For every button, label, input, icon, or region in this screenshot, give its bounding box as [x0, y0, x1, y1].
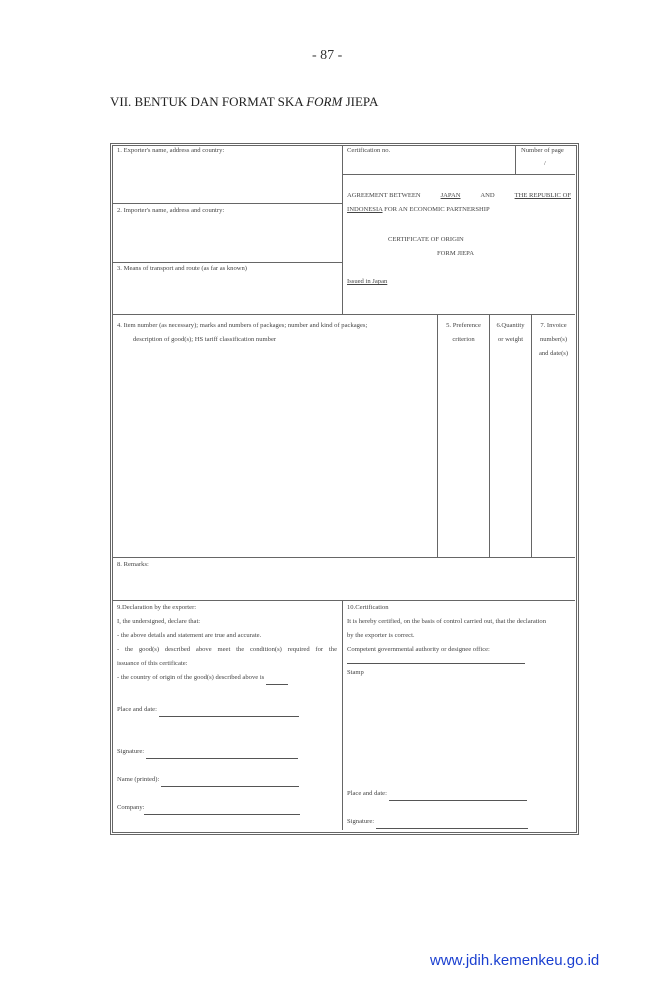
- form-jiepa: [110, 143, 579, 835]
- text: FOR AN ECONOMIC PARTNERSHIP: [382, 206, 490, 213]
- heading-suffix: JIEPA: [342, 94, 379, 109]
- box6-label: [490, 319, 531, 347]
- text: INDONESIA: [347, 206, 383, 213]
- box3-label: 3. Means of transport and route (as far as known): [117, 265, 248, 272]
- text: and date(s): [538, 350, 569, 357]
- section-heading: [110, 94, 378, 110]
- number-of-page-value: /: [544, 160, 546, 167]
- text: Name (printed):: [117, 776, 160, 783]
- text: - the good(s) described above meet the condition(s) required for the: [117, 646, 337, 653]
- text: 5. Preference: [446, 322, 481, 329]
- text: number(s): [539, 336, 568, 343]
- divider: [112, 557, 575, 558]
- agreement-line1: [347, 189, 571, 203]
- remarks-label: 8. Remarks:: [117, 561, 149, 568]
- text: Place and date:: [117, 706, 157, 713]
- divider: [343, 174, 575, 175]
- text: Signature:: [117, 748, 145, 755]
- agreement-line2: [347, 203, 490, 217]
- text: JAPAN: [440, 192, 461, 199]
- text: AGREEMENT BETWEEN: [347, 192, 421, 199]
- place-date-10: [347, 787, 527, 801]
- place-date-9: [117, 703, 299, 717]
- text: I, the undersigned, declare that:: [117, 618, 201, 625]
- text: 7. Invoice: [540, 322, 567, 329]
- heading-text: VII. BENTUK DAN FORMAT SKA: [110, 94, 307, 109]
- text: 10.Certification: [347, 604, 389, 611]
- box5-label: [438, 319, 489, 347]
- signature-10: [347, 815, 528, 829]
- divider: [489, 314, 490, 557]
- divider: [112, 314, 575, 315]
- box10: [347, 601, 546, 680]
- text: Company:: [117, 804, 145, 811]
- box9: [117, 601, 337, 685]
- text: THE REPUBLIC OF: [514, 192, 571, 199]
- divider: [342, 600, 343, 830]
- text: AND: [480, 192, 495, 199]
- footer-url[interactable]: www.jdih.kemenkeu.go.id: [430, 952, 600, 969]
- divider: [515, 145, 516, 174]
- cert-no-label: Certification no.: [347, 147, 391, 154]
- text: or weight: [497, 336, 524, 343]
- divider: [342, 145, 343, 315]
- text: Stamp: [347, 669, 364, 676]
- text: 6.Quantity: [496, 322, 525, 329]
- text: - the above details and statement are true and accurate.: [117, 632, 262, 639]
- number-of-page-label: Number of page: [521, 147, 564, 154]
- box1-label: 1. Exporter's name, address and country:: [117, 147, 225, 154]
- text: issuance of this certificate:: [117, 660, 188, 667]
- text: Competent governmental authority or designee office:: [347, 646, 490, 653]
- origin-line: [117, 671, 337, 685]
- text: 9.Declaration by the exporter:: [117, 604, 197, 611]
- text: criterion: [452, 336, 475, 343]
- text: Place and date:: [347, 790, 387, 797]
- page-number: - 87 -: [312, 48, 343, 63]
- name-printed: [117, 773, 299, 787]
- certificate-title: CERTIFICATE OF ORIGIN: [388, 236, 464, 243]
- issued-in: Issued in Japan: [347, 278, 388, 285]
- text: Signature:: [347, 818, 375, 825]
- form-title: FORM JIEPA: [437, 250, 474, 257]
- box4-label-2: description of good(s); HS tariff classification number: [133, 336, 277, 343]
- divider: [437, 314, 438, 557]
- box4-label-1: 4. Item number (as necessary); marks and numbers of packages; number and kind of packages;: [117, 322, 368, 329]
- text: It is hereby certified, on the basis of control carried out, that the declaration: [347, 618, 547, 625]
- box2-label: 2. Importer's name, address and country:: [117, 207, 225, 214]
- text: - the country of origin of the good(s) described above is: [117, 674, 265, 681]
- heading-italic: FORM: [306, 94, 343, 109]
- signature-9: [117, 745, 298, 759]
- company: [117, 801, 300, 815]
- text: by the exporter is correct.: [347, 632, 415, 639]
- box7-label: [532, 319, 575, 361]
